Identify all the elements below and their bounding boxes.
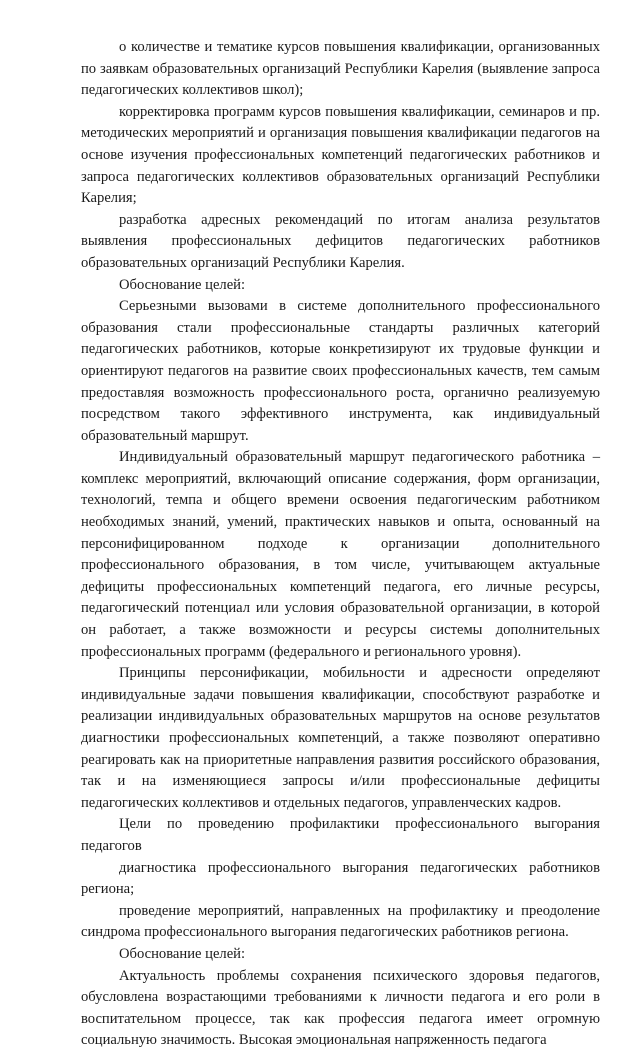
heading-goals-rationale-2: Обоснование целей: (119, 945, 246, 962)
paragraph-targeted-recommendations: разработка адресных рекомендаций по итогам анализа результатов выявления профессиональных дефицитов педагогических работников образовательных организаций Республики Карелия. (81, 211, 600, 271)
paragraph-program-correction: корректировка программ курсов повышения квалификации, семинаров и пр. методических мероприятий и организация повышения квалификации педагогов на основе изучения профессиональных компетенций педагогических работников и запроса педагогических коллективов образовательных организаций Республики Карелия; (81, 103, 600, 207)
document-page (81, 37, 600, 1052)
paragraph-professional-standards: Серьезными вызовами в системе дополнительного профессионального образования стали профессиональные стандарты различных категорий педагогических работников, которые конкретизируют их трудовые функции и ориентируют педагогов на развитие своих профессиональных качеств, тем самым предоставляя возможность профессионального роста, органично реализуемую посредством такого эффективного инструмента, как индивидуальный образовательный маршрут. (81, 298, 600, 444)
paragraph-burnout-diagnostics: диагностика профессионального выгорания педагогических работников региона; (81, 859, 600, 898)
paragraph-burnout-prevention-goals: Цели по проведению профилактики профессионального выгорания педагогов (81, 816, 600, 854)
paragraph-personification-principles: Принципы персонификации, мобильности и адресности определяют индивидуальные задачи повышения квалификации, способствуют разработке и реализации индивидуальных образовательных маршрутов на основе результатов диагностики профессиональных компетенций, а также позволяют оперативно реагировать как на приоритетные направления развития российского образования, так и на изменяющиеся запросы и/или профессиональные дефициты педагогических коллективов и отдельных педагогов, управленческих кадров. (81, 665, 600, 811)
paragraph-burnout-measures: проведение мероприятий, направленных на профилактику и преодоление синдрома профессионального выгорания педагогических работников региона. (81, 902, 600, 941)
paragraph-mental-health-relevance: Актуальность проблемы сохранения психического здоровья педагогов, обусловлена возрастающими требованиями к личности педагога и его роли в воспитательном процессе, так как профессия педагога имеет огромную социальную значимость. Высокая эмоциональная напряженность педагога (81, 967, 600, 1049)
heading-goals-rationale-1: Обоснование целей: (119, 276, 246, 293)
paragraph-advanced-training-topics: о количестве и тематике курсов повышения квалификации, организованных по заявкам образовательных организаций Республики Карелия (выявление запроса педагогических коллективов школ); (81, 39, 600, 99)
paragraph-individual-route-definition: Индивидуальный образовательный маршрут педагогического работника – комплекс мероприятий, включающий описание содержания, форм организации, технологий, темпа и общего времени освоения педагогическим работником необходимых знаний, умений, практических навыков и опыта, основанный на персонифицированном подходе к организации дополнительного профессионального образования, в том числе, учитывающем актуальные дефициты профессиональных компетенций педагога, его личные ресурсы, педагогический потенциал или условия образовательной организации, в которой он работает, а также возможности и ресурсы системы дополнительных профессиональных программ (федерального и регионального уровня). (81, 449, 600, 660)
